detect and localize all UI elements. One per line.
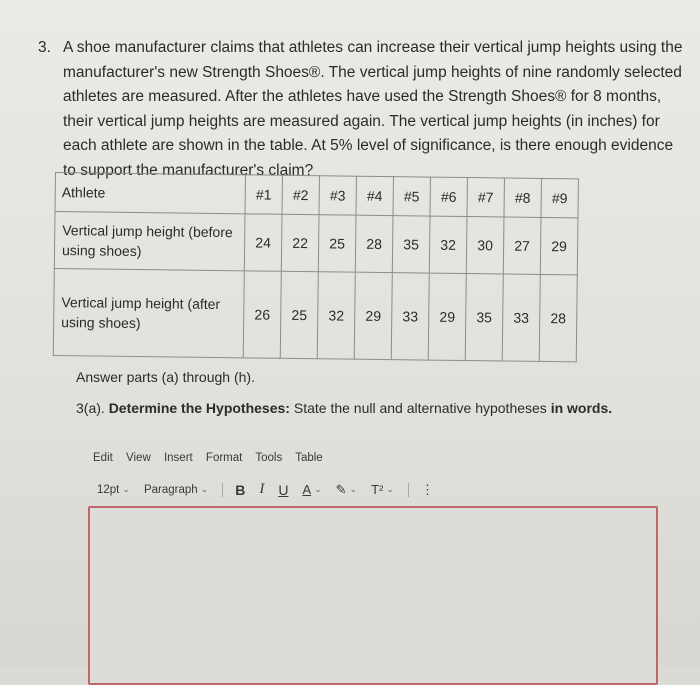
table-cell: 29 [540,217,578,274]
highlight-icon: ✎ [335,481,347,497]
table-cell: 28 [355,215,393,272]
text-color-icon: A [302,482,312,497]
more-icon[interactable]: ⋮ [420,481,434,497]
menu-edit[interactable]: Edit [93,452,113,464]
toolbar-divider [222,483,223,497]
table-cell: 28 [539,274,577,361]
table-cell: 25 [318,215,356,272]
column-header: #8 [504,178,541,217]
answer-editor[interactable] [88,506,658,685]
menu-insert[interactable]: Insert [163,452,193,464]
editor-menubar [93,452,333,464]
italic-button[interactable]: I [259,481,265,497]
chevron-down-icon: ⌄ [122,484,130,494]
table-cell: 30 [466,217,504,274]
part-a-text: State the null and alternative hypotheses [293,400,547,416]
font-size-select[interactable] [97,484,130,496]
table-cell: 32 [429,216,467,273]
column-header: #5 [393,177,430,216]
part-a-number: 3(a). [76,400,105,416]
toolbar-divider [408,483,409,497]
chevron-down-icon: ⌄ [314,484,322,494]
part-a-prompt [76,400,612,416]
underline-button[interactable]: U [278,481,289,498]
table-cell: 22 [281,214,319,271]
table-cell: 25 [280,271,318,358]
block-format-value: Paragraph [143,483,198,496]
block-format-select[interactable] [144,484,208,496]
table-cell: 26 [243,271,281,358]
part-a-bold-label: Determine the Hypotheses: [108,400,290,416]
table-cell: 32 [317,272,355,359]
column-header: #9 [541,178,578,217]
menu-view[interactable]: View [126,452,151,464]
column-header: #7 [467,178,504,217]
jump-height-table [53,172,579,362]
bold-button[interactable]: B [235,481,246,498]
menu-table[interactable]: Table [295,452,323,464]
column-header: #1 [245,175,282,214]
row-label-before [54,212,245,271]
table-header-row [55,173,578,218]
chevron-down-icon: ⌄ [200,484,209,494]
instructions-text: Answer parts (a) through (h). [76,369,255,385]
editor-toolbar [97,481,448,498]
row-label-after [53,268,244,357]
table-cell: 27 [503,217,541,274]
column-header: #4 [356,176,393,215]
athlete-header: Athlete [55,173,245,214]
row-label-line: using shoes) [61,314,141,332]
column-header: #6 [430,177,467,216]
table-row-after [53,268,577,361]
table-cell: 29 [428,273,466,360]
table-cell: 35 [392,216,430,273]
column-header: #3 [319,176,356,215]
part-a-bold-end: in words. [550,400,613,416]
table-cell: 33 [502,274,540,361]
question-number: 3. [38,39,51,56]
chevron-down-icon: ⌄ [386,484,394,494]
table-cell: 24 [244,214,282,271]
table-cell: 29 [354,272,392,359]
text-color-button[interactable] [302,482,321,497]
row-label-line: Vertical jump height (after [61,294,221,313]
menu-format[interactable]: Format [205,452,243,464]
table-cell: 35 [465,274,503,361]
font-size-value: 12pt [97,483,120,496]
row-label-line: Vertical jump height (before [62,222,233,241]
chevron-down-icon: ⌄ [349,484,358,494]
menu-tools[interactable]: Tools [255,452,283,464]
question-3 [38,36,688,184]
column-header: #2 [282,175,319,214]
highlight-button[interactable] [336,482,357,498]
table-row-before [54,212,578,275]
table-cell: 33 [391,273,429,360]
superscript-icon: T² [371,482,384,497]
question-text: A shoe manufacturer claims that athletes can increase their vertical jump heights using the manufacturer's new Strength Shoes®. The vertical jump heights of nine randomly selected athletes are measured. After the athletes have used the Strength Shoes® for 8 months, their vertical jump heights are measured again. The vertical jump heights (in inches) for each athlete are shown in the table. At 5% level of significance, is there enough evidence to support the manufacturer's claim? [63,39,683,179]
row-label-line: using shoes) [61,242,142,260]
superscript-button[interactable] [371,482,394,497]
